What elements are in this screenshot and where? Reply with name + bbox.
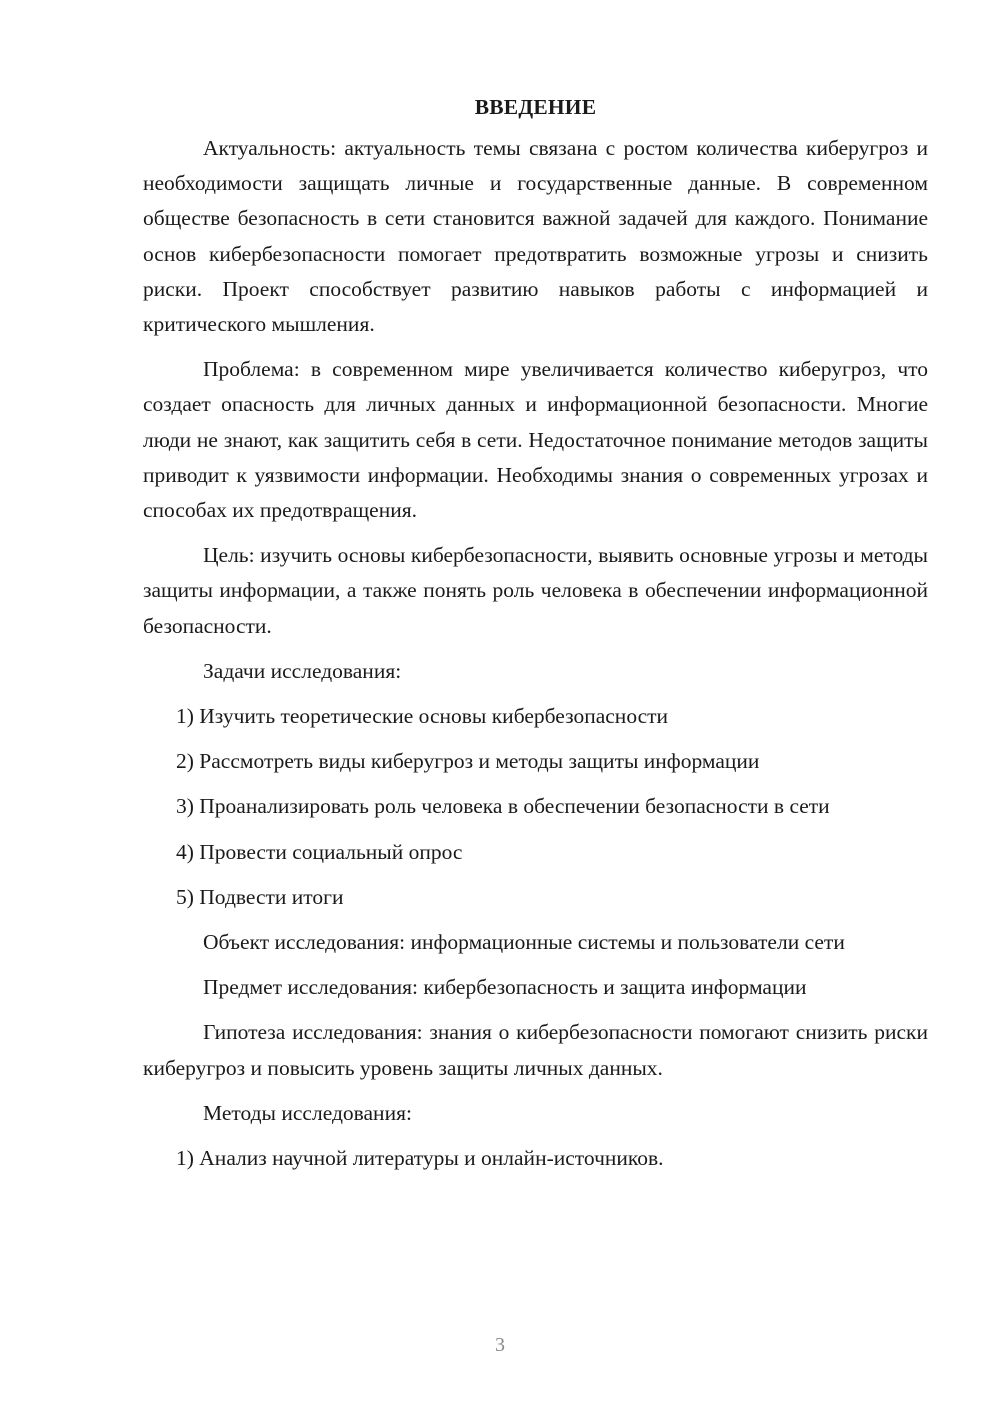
relevance-paragraph: Актуальность: актуальность темы связана с ростом количества киберугроз и необходимости защищать личные и государственные данные. В современном обществе безопасность в сети становится важной задачей для каждого. Понимание основ кибербезопасности помогает предотвратить возможные угрозы и снизить риски. Проект способствует развитию навыков работы с информацией и критического мышления. — [143, 136, 928, 337]
task-item: 2) Рассмотреть виды киберугроз и методы защиты информации — [176, 749, 760, 774]
method-item: 1) Анализ научной литературы и онлайн-источников. — [176, 1146, 664, 1171]
hypothesis-paragraph: Гипотеза исследования: знания о кибербезопасности помогают снизить риски киберугроз и повысить уровень защиты личных данных. — [143, 1020, 928, 1080]
tasks-label: Задачи исследования: — [203, 658, 402, 683]
goal-paragraph: Цель: изучить основы кибербезопасности, выявить основные угрозы и методы защиты информации, а также понять роль человека в обеспечении информационной безопасности. — [143, 543, 928, 638]
task-item: 3) Проанализировать роль человека в обеспечении безопасности в сети — [176, 794, 830, 819]
page-number: 3 — [495, 1334, 505, 1356]
task-item: 5) Подвести итоги — [176, 884, 344, 909]
document-page — [143, 90, 928, 1186]
subject-paragraph: Предмет исследования: кибербезопасность и защита информации — [203, 975, 807, 1000]
object-paragraph: Объект исследования: информационные системы и пользователи сети — [203, 930, 845, 955]
task-item: 4) Провести социальный опрос — [176, 839, 463, 864]
section-title: ВВЕДЕНИЕ — [474, 95, 597, 119]
task-item: 1) Изучить теоретические основы кибербезопасности — [176, 704, 669, 729]
methods-label: Методы исследования: — [203, 1100, 412, 1125]
problem-paragraph: Проблема: в современном мире увеличивается количество киберугроз, что создает опасность для личных данных и информационной безопасности. Многие люди не знают, как защитить себя в сети. Недостаточное понимание методов защиты приводит к уязвимости информации. Необходимы знания о современных угрозах и способах их предотвращения. — [143, 357, 928, 523]
